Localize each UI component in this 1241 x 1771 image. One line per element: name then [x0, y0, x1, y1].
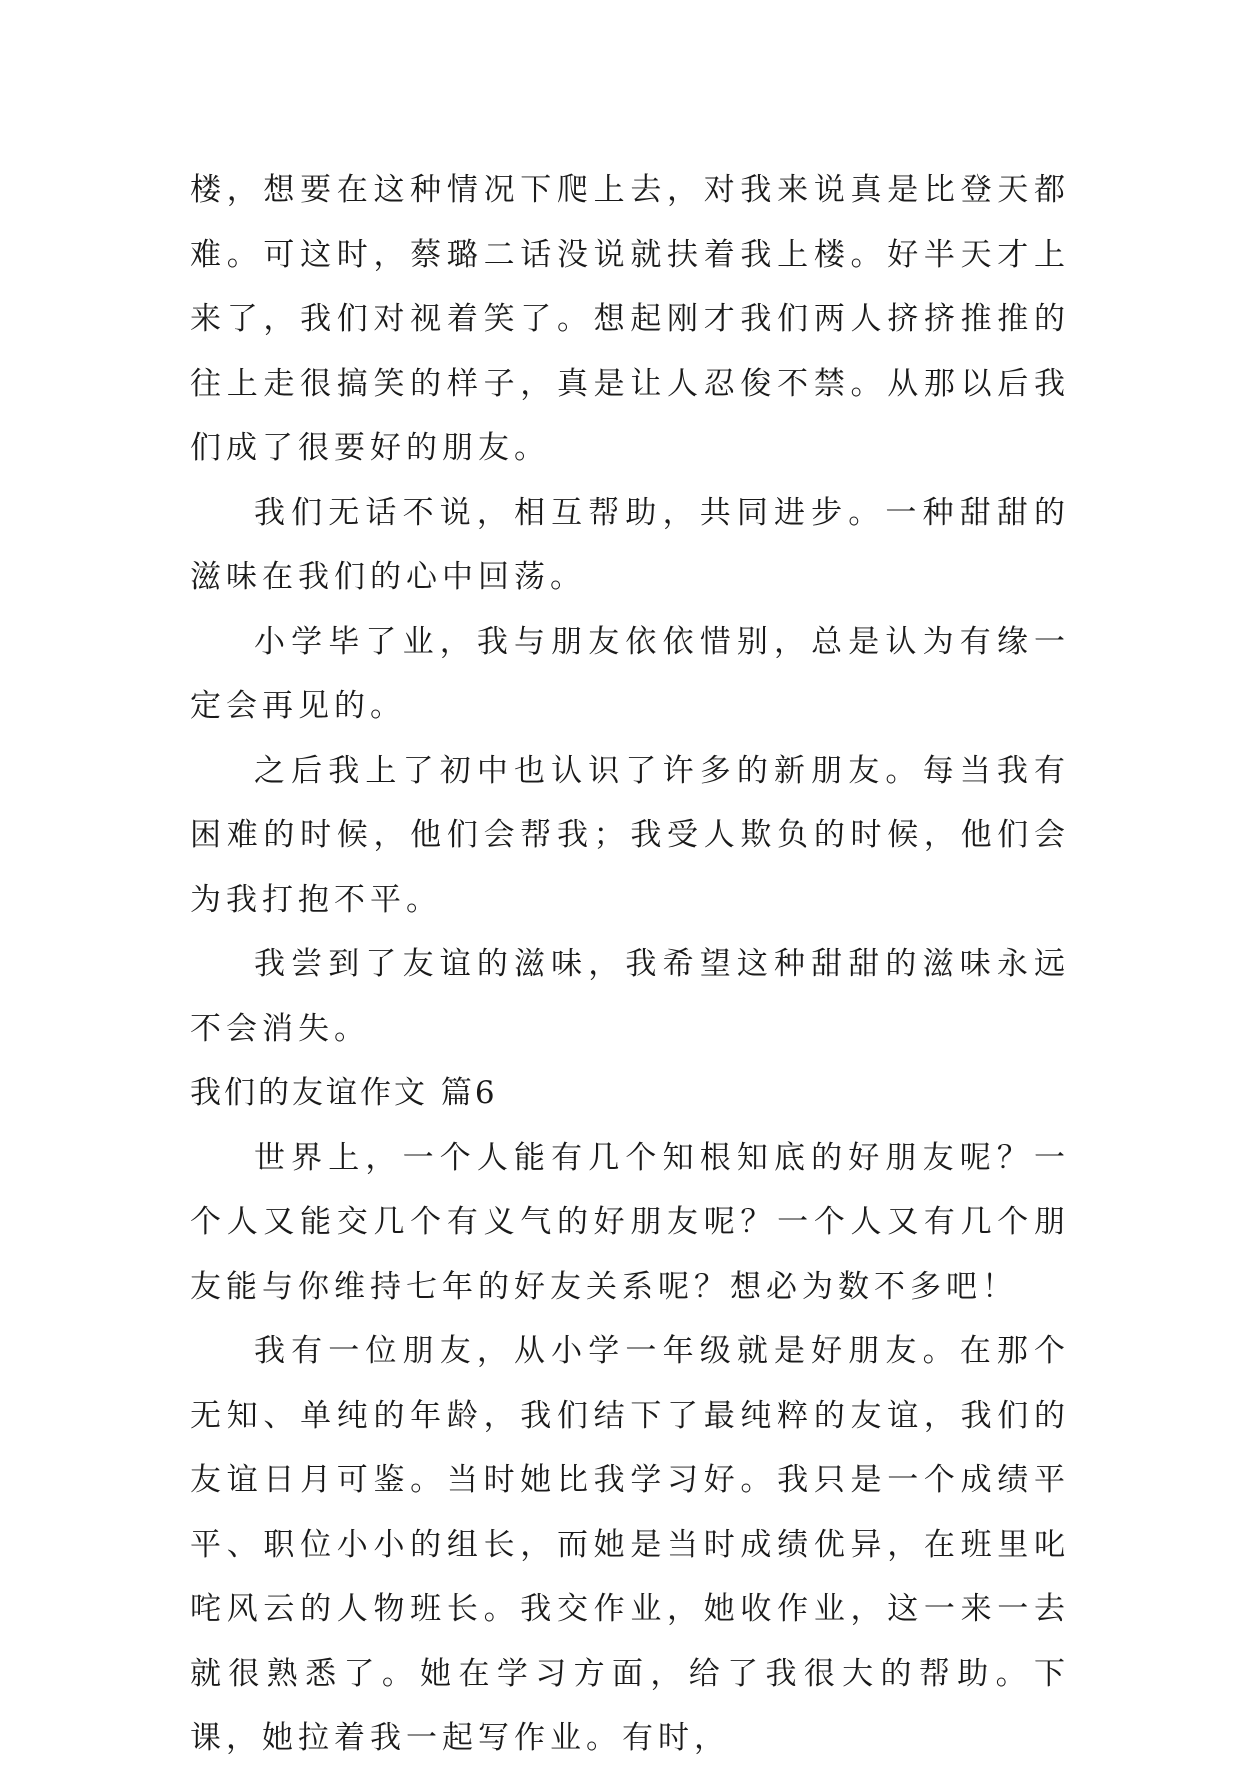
paragraph: 我们无话不说，相互帮助，共同进步。一种甜甜的滋味在我们的心中回荡。 — [190, 494, 1070, 595]
paragraph: 我有一位朋友，从小学一年级就是好朋友。在那个无知、单纯的年龄，我们结下了最纯粹的友谊，我们的友谊日月可鉴。当时她比我学习好。我只是一个成绩平平、职位小小的组长，而她是当时成绩优异，在班里叱咤风云的人物班长。我交作业，她收作业，这一来一去就很熟悉了。她在学习方面，给了我很大的帮助。下课，她拉着我一起写作业。有时， — [190, 1333, 1070, 1756]
paragraph: 世界上，一个人能有几个知根知底的好朋友呢？一个人又能交几个有义气的好朋友呢？一个人又有几个朋友能与你维持七年的好友关系呢？想必为数不多吧！ — [190, 1139, 1070, 1305]
section-heading: 我们的友谊作文 篇6 — [190, 1075, 498, 1111]
paragraph: 我尝到了友谊的滋味，我希望这种甜甜的滋味永远不会消失。 — [190, 946, 1070, 1047]
document-page — [190, 158, 1070, 1771]
paragraph: 小学毕了业，我与朋友依依惜别，总是认为有缘一定会再见的。 — [190, 623, 1070, 724]
paragraph-continued: 楼，想要在这种情况下爬上去，对我来说真是比登天都难。可这时，蔡璐二话没说就扶着我上楼。好半天才上来了，我们对视着笑了。想起刚才我们两人挤挤推推的往上走很搞笑的样子，真是让人忍俊不禁。从那以后我们成了很要好的朋友。 — [190, 172, 1070, 466]
paragraph: 之后我上了初中也认识了许多的新朋友。每当我有困难的时候，他们会帮我；我受人欺负的时候，他们会为我打抱不平。 — [190, 752, 1070, 918]
